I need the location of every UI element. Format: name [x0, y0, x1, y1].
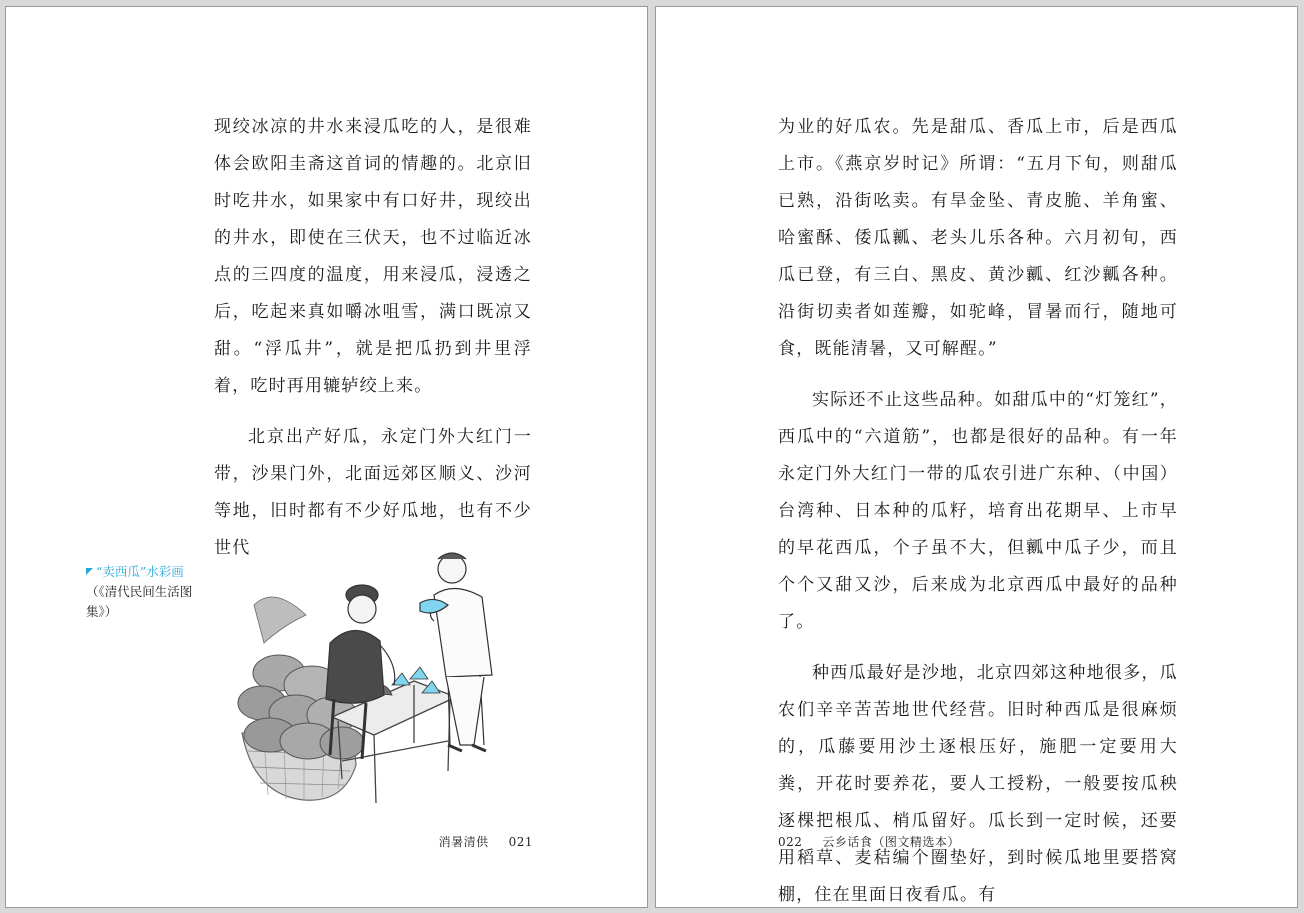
- paragraph: 实际还不止这些品种。如甜瓜中的“灯笼红”，西瓜中的“六道筋”，也都是很好的品种。有一年永定门外大红门一带的瓜农引进广东种、（中国）台湾种、日本种的瓜籽，培育出花期早、上市早的早花西瓜，个子虽不大，但瓤中瓜子少，而且个个又甜又沙，后来成为北京西瓜中最好的品种了。: [778, 390, 1178, 632]
- caption-marker-icon: [86, 568, 93, 575]
- paragraph: 为业的好瓜农。先是甜瓜、香瓜上市，后是西瓜上市。《燕京岁时记》所谓：“五月下旬，则甜瓜已熟，沿街吆卖。有旱金坠、青皮脆、羊角蜜、哈蜜酥、倭瓜瓤、老头儿乐各种。六月初旬，西瓜已登，有三白、黑皮、黄沙瓤、红沙瓤各种。沿街切卖者如莲瓣，如驼峰，冒暑而行，随地可食，既能清暑，又可解酲。”: [778, 117, 1178, 359]
- figure-caption: [86, 562, 196, 622]
- caption-title: “卖西瓜”水彩画: [96, 564, 184, 579]
- left-page-footer: [439, 833, 533, 850]
- customer-figure-icon: [420, 553, 492, 751]
- page-number: 022: [778, 835, 803, 849]
- left-page: [5, 6, 648, 908]
- running-header-book-title: 云乡话食（图文精选本）: [822, 835, 960, 849]
- left-page-body: [214, 109, 532, 567]
- paragraph: 北京出产好瓜，永定门外大红门一带，沙果门外，北面远郊区顺义、沙河等地，旧时都有不少好瓜地，也有不少世代: [214, 427, 532, 558]
- paragraph: 现绞冰凉的井水来浸瓜吃的人，是很难体会欧阳圭斋这首词的情趣的。北京旧时吃井水，如果家中有口好井，现绞出的井水，即使在三伏天，也不过临近冰点的三四度的温度，用来浸瓜，浸透之后，吃起来真如嚼冰咀雪，满口既凉又甜。“浮瓜井”，就是把瓜扔到井里浮着，吃时再用辘轳绞上来。: [214, 117, 532, 396]
- caption-source: （《清代民间生活图集》）: [86, 584, 193, 619]
- paragraph: 种西瓜最好是沙地，北京四郊这种地很多，瓜农们辛辛苦苦地世代经营。旧时种西瓜是很麻烦的，瓜藤要用沙土逐根压好，施肥一定要用大粪，开花时要养花，要人工授粉，一般要按瓜秧逐棵把根瓜、梢瓜留好。瓜长到一定时候，还要用稻草、麦秸编个圈垫好，到时候瓜地里要搭窝棚，住在里面日夜看瓜。有: [778, 663, 1178, 905]
- right-page: [655, 6, 1298, 908]
- watermelon-vendor-illustration: [234, 545, 534, 807]
- right-page-footer: [778, 833, 960, 850]
- page-number: 021: [508, 835, 533, 849]
- right-page-body: [778, 109, 1178, 913]
- fan-icon: [254, 597, 306, 643]
- running-header-section: 消暑清供: [438, 835, 489, 849]
- caption-title-line: [86, 562, 196, 582]
